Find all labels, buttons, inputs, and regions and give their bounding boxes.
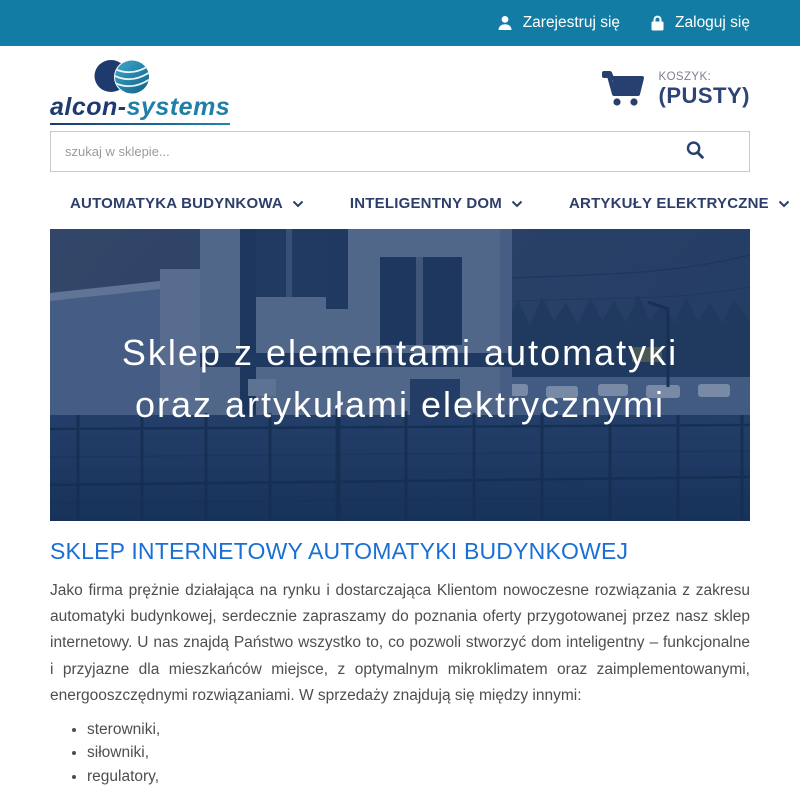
cart-info [659, 71, 751, 109]
search-input[interactable] [50, 131, 750, 172]
search-icon [685, 140, 705, 163]
nav-label: ARTYKUŁY ELEKTRYCZNE [569, 194, 769, 212]
main-nav [50, 188, 769, 218]
cart-label: KOSZYK: [658, 71, 712, 83]
login-label: Zaloguj się [675, 14, 750, 31]
register-label: Zarejestruj się [522, 14, 621, 31]
logo-globes-icon [84, 55, 162, 97]
login-link[interactable] [650, 14, 750, 32]
list-item: • sterowniki, [87, 718, 750, 741]
nav-item-inteligentny-dom[interactable] [350, 195, 523, 212]
topbar [0, 0, 800, 46]
chevron-down-icon [778, 195, 790, 212]
chevron-down-icon [292, 195, 304, 212]
chevron-down-icon [511, 195, 523, 212]
hero-title-line1: Sklep z elementami automatyki [121, 332, 679, 373]
offer-list [50, 718, 750, 788]
cart-icon [601, 67, 647, 114]
list-item: • regulatory, [87, 765, 750, 788]
user-icon [497, 15, 513, 31]
intro-paragraph: Jako firma prężnie działająca na rynku i dostarczająca Klientom nowoczesne rozwiązania z zakresu automatyki budynkowej, serdecznie zapraszamy do poznania oferty przygotowanej przez nasz sklep internetowy. U nas znajdą Państwo wszystko to, co pozwoli stworzyć dom inteligentny – funkcjonalne i przyjazne dla mieszkańców miejsce, z optymalnym mikroklimatem oraz zaimplementowanymi, energooszczędnymi rozwiązaniami. W sprzedaży znajdują się między innymi: [50, 582, 750, 704]
lock-icon [650, 15, 665, 31]
search-bar [50, 131, 750, 172]
nav-item-artykuly-elektryczne[interactable] [569, 195, 790, 212]
alcon-systems-logo[interactable] [50, 55, 230, 125]
header [0, 46, 800, 130]
nav-item-automatyka-budynkowa[interactable] [70, 195, 304, 212]
nav-label: AUTOMATYKA BUDYNKOWA [70, 194, 283, 212]
search-button[interactable] [678, 131, 712, 172]
logo-wordmark [50, 95, 230, 125]
cart-button[interactable] [601, 67, 751, 114]
brand-secondary: systems [126, 93, 231, 121]
hero-title [50, 327, 750, 431]
cart-status: (PUSTY) [658, 83, 750, 108]
register-link[interactable] [497, 14, 620, 32]
hero-title-line2: oraz artykułami elektrycznymi [134, 384, 666, 425]
brand-primary: alcon- [50, 93, 127, 121]
hero-banner [50, 229, 750, 521]
page-title: SKLEP INTERNETOWY AUTOMATYKI BUDYNKOWEJ [50, 538, 629, 564]
nav-label: INTELIGENTNY DOM [349, 194, 502, 212]
list-item: • siłowniki, [87, 741, 750, 764]
